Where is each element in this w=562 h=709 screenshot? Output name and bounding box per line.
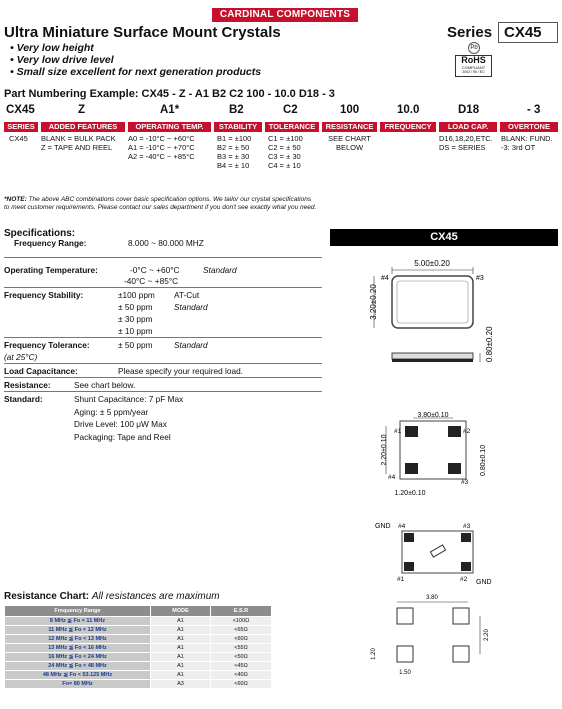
part-numbering-heading: Part Numbering Example: CX45 - Z - A1 B2 C2 100 - 10.0 D18 - 3 xyxy=(4,88,335,100)
table-cell: <60Ω xyxy=(211,680,272,689)
resistance-value: See chart below. xyxy=(74,380,136,390)
pn-option: C4 = ± 10 xyxy=(268,161,301,170)
table-cell: 11 MHz ≦ Fo < 12 MHz xyxy=(5,626,151,635)
freq-range-value: 8.000 ~ 80.000 MHZ xyxy=(128,238,204,248)
pn-header-features: ADDED FEATURES xyxy=(41,122,125,132)
pin4-label: #4 xyxy=(398,523,406,530)
pn-header-resistance: RESISTANCE xyxy=(322,122,377,132)
rohs-name: RoHS xyxy=(461,55,486,65)
pn-option: A1 = -10°C ~ +70°C xyxy=(128,143,195,152)
stability-value: ± 30 ppm xyxy=(118,314,153,324)
rohs-status: COMPLIANT xyxy=(461,65,486,70)
op-temp-note: Standard xyxy=(203,265,237,275)
pn-option: CX45 xyxy=(9,134,28,143)
pad-view xyxy=(381,412,487,497)
land-width-dim: 3.80 xyxy=(426,595,438,601)
standard-line: Shunt Capacitance: 7 pF Max xyxy=(74,394,184,404)
resistance-chart-title xyxy=(4,591,220,602)
pad-row-dim: 2.20±0.10 xyxy=(381,434,388,466)
table-cell: <100Ω xyxy=(211,617,272,626)
land-height-dim: 2.20 xyxy=(484,629,490,641)
series-box: CX45 xyxy=(498,22,558,43)
feature-item: • Very low height xyxy=(10,42,94,54)
table-cell: A1 xyxy=(151,617,211,626)
resistance-chart-subtitle: All resistances are maximum xyxy=(91,591,220,602)
pin4-label: #4 xyxy=(381,275,389,282)
pin1-label: #1 xyxy=(397,576,405,583)
pn-option: -3: 3rd OT xyxy=(501,143,536,152)
pn-code-overtone: - 3 xyxy=(527,104,541,116)
pn-option: B2 = ± 50 xyxy=(217,143,250,152)
pn-header-load-cap: LOAD CAP. xyxy=(439,122,497,132)
resistance-chart-label: Resistance Chart: xyxy=(4,591,90,602)
pn-option: B3 = ± 30 xyxy=(217,152,250,161)
page-title: Ultra Miniature Surface Mount Crystals xyxy=(4,24,281,41)
stability-value: ±100 ppm xyxy=(118,290,155,300)
op-temp-range: -0°C ~ +60°C xyxy=(130,265,180,275)
resistance-label: Resistance: xyxy=(4,380,51,390)
pn-code-series: CX45 xyxy=(6,104,35,116)
note-label: *NOTE: xyxy=(4,196,27,203)
table-cell: <50Ω xyxy=(211,653,272,662)
column-header: Frequency Range xyxy=(5,606,151,617)
table-cell: 24 MHz ≦ Fo < 48 MHz xyxy=(5,662,151,671)
pin3-label: #3 xyxy=(461,479,469,486)
tolerance-note: Standard xyxy=(174,340,208,350)
gnd-label: GND xyxy=(375,523,391,530)
pad-width-dim: 1.20±0.10 xyxy=(394,490,426,497)
tolerance-sub: (at 25°C) xyxy=(4,352,38,362)
pn-code-load-cap: D18 xyxy=(458,104,480,116)
table-cell: <60Ω xyxy=(211,635,272,644)
note-line: to meet customer requirements. Please contact our sales department if you don't see exactly what you need. xyxy=(4,204,317,211)
pn-option: C1 = ±100 xyxy=(268,134,303,143)
pn-header-frequency: FREQUENCY xyxy=(380,122,436,132)
divider xyxy=(4,287,322,288)
table-row xyxy=(5,617,272,626)
divider xyxy=(4,391,322,392)
rohs-badge xyxy=(455,55,492,77)
table-cell: Fo= 80 MHz xyxy=(5,680,151,689)
pn-option: C3 = ± 30 xyxy=(268,152,301,161)
table-header-row xyxy=(5,606,272,617)
table-cell: A1 xyxy=(151,626,211,635)
pn-header-stability: STABILITY xyxy=(214,122,262,132)
side-height-dim: 0.80±0.20 xyxy=(485,326,494,362)
table-cell: 16 MHz ≦ Fo < 24 MHz xyxy=(5,653,151,662)
divider xyxy=(4,337,322,338)
land-pattern xyxy=(371,595,490,676)
divider xyxy=(4,363,322,364)
note-line: The above ABC combinations cover basic specification options. We tailor our crystal specifications xyxy=(26,196,312,203)
pn-code-temp: A1* xyxy=(160,104,180,116)
land-pad-height-dim: 1.20 xyxy=(371,648,377,660)
table-row xyxy=(5,680,272,689)
tolerance-label: Frequency Tolerance: xyxy=(4,340,90,350)
pn-code-stability: B2 xyxy=(229,104,244,116)
pn-header-series: SERIES xyxy=(4,122,38,132)
stability-note: AT-Cut xyxy=(174,290,200,300)
pn-options-temp xyxy=(128,134,195,161)
pn-option: Z = TAPE AND REEL xyxy=(41,143,113,152)
table-cell: A1 xyxy=(151,644,211,653)
load-cap-label: Load Capacitance: xyxy=(4,366,78,376)
pin1-label: #1 xyxy=(394,428,402,435)
op-temp-label: Operating Temperature: xyxy=(4,265,98,275)
table-row xyxy=(5,635,272,644)
pn-option: BLANK: FUND. xyxy=(501,134,553,143)
side-view xyxy=(392,326,494,362)
table-cell: 12 MHz ≦ Fo < 13 MHz xyxy=(5,635,151,644)
pin3-label: #3 xyxy=(476,275,484,282)
pin4-label: #4 xyxy=(388,474,396,481)
pn-options-overtone xyxy=(501,134,553,152)
feature-list xyxy=(10,42,261,78)
pn-code-tolerance: C2 xyxy=(283,104,298,116)
pad-height-dim: 0.80±0.10 xyxy=(480,444,487,476)
pn-option: BELOW xyxy=(335,143,364,152)
table-row xyxy=(5,671,272,680)
specifications-title: Specifications: xyxy=(4,228,76,239)
table-row xyxy=(5,644,272,653)
land-pad-width-dim: 1.50 xyxy=(399,670,411,676)
pn-options-resistance xyxy=(322,134,377,152)
pn-option: BLANK = BULK PACK xyxy=(41,134,116,143)
standard-line: Packaging: Tape and Reel xyxy=(74,432,171,442)
table-cell: <40Ω xyxy=(211,671,272,680)
pn-option: A2 = -40°C ~ +85°C xyxy=(128,152,195,161)
customization-note xyxy=(4,196,316,212)
pn-options-features xyxy=(41,134,116,152)
feature-item: • Small size excellent for next generation products xyxy=(10,66,262,78)
brand-banner: CARDINAL COMPONENTS xyxy=(212,8,358,22)
pn-header-overtone: OVERTONE xyxy=(500,122,558,132)
internal-view xyxy=(375,523,492,586)
divider xyxy=(4,257,322,258)
table-cell: A3 xyxy=(151,680,211,689)
op-temp-range: -40°C ~ +85°C xyxy=(124,276,179,286)
standard-line: Aging: ± 5 ppm/year xyxy=(74,407,149,417)
top-height-dim: 3.20±0.20 xyxy=(369,284,378,320)
stability-value: ± 10 ppm xyxy=(118,326,153,336)
pn-code-resistance: 100 xyxy=(340,104,360,116)
table-cell: <45Ω xyxy=(211,662,272,671)
load-cap-value: Please specify your required load. xyxy=(118,366,243,376)
pn-option: C2 = ± 50 xyxy=(268,143,301,152)
pn-options-series xyxy=(9,134,28,143)
drawing-title-bar: CX45 xyxy=(330,229,558,246)
standard-line: Drive Level: 100 μW Max xyxy=(74,419,167,429)
tolerance-value: ± 50 ppm xyxy=(118,340,153,350)
series-label: Series xyxy=(447,24,493,41)
table-cell: A1 xyxy=(151,671,211,680)
table-cell: <55Ω xyxy=(211,644,272,653)
pn-option: D16,18,20,ETC. xyxy=(439,134,493,143)
table-row xyxy=(5,626,272,635)
gnd-label: GND xyxy=(476,579,492,586)
standard-label: Standard: xyxy=(4,394,43,404)
table-cell: 48 MHz ≦ Fo < 53.125 MHz xyxy=(5,671,151,680)
package-drawings xyxy=(330,250,558,700)
feature-item: • Very low drive level xyxy=(10,54,114,66)
lead-free-badge: Pb xyxy=(468,42,480,54)
table-cell: A1 xyxy=(151,653,211,662)
pn-option: DS = SERIES xyxy=(439,143,486,152)
table-cell: 13 MHz ≦ Fo < 16 MHz xyxy=(5,644,151,653)
pn-header-tolerance: TOLERANCE xyxy=(265,122,319,132)
stability-label: Frequency Stability: xyxy=(4,290,84,300)
resistance-table xyxy=(4,605,272,689)
pn-code-frequency: 10.0 xyxy=(397,104,420,116)
stability-value: ± 50 ppm xyxy=(118,302,153,312)
column-header: MODE xyxy=(151,606,211,617)
table-row xyxy=(5,662,272,671)
table-cell: 8 MHz ≦ Fo < 11 MHz xyxy=(5,617,151,626)
top-view xyxy=(369,259,484,328)
pn-option: SEE CHART xyxy=(328,134,371,143)
pn-options-stability xyxy=(217,134,251,170)
pn-option: A0 = -10°C ~ +60°C xyxy=(128,134,195,143)
pin2-label: #2 xyxy=(463,428,471,435)
pn-header-temp: OPERATING TEMP. xyxy=(128,122,211,132)
pad-pitch-dim: 3.80±0.10 xyxy=(417,412,449,419)
top-width-dim: 5.00±0.20 xyxy=(414,259,450,268)
table-cell: A1 xyxy=(151,635,211,644)
pin3-label: #3 xyxy=(463,523,471,530)
column-header: E.S.R xyxy=(211,606,272,617)
table-row xyxy=(5,653,272,662)
freq-range-label: Frequency Range: xyxy=(14,238,87,248)
pn-options-load-cap xyxy=(439,134,493,152)
table-cell: <65Ω xyxy=(211,626,272,635)
pin2-label: #2 xyxy=(460,576,468,583)
divider xyxy=(4,377,322,378)
rohs-directive: 2002 / 95 / EC xyxy=(462,70,485,74)
stability-note: Standard xyxy=(174,302,208,312)
pn-options-tolerance xyxy=(268,134,303,170)
table-cell: A1 xyxy=(151,662,211,671)
pn-option: B1 = ±100 xyxy=(217,134,252,143)
pn-option: B4 = ± 10 xyxy=(217,161,250,170)
pn-code-features: Z xyxy=(78,104,86,116)
